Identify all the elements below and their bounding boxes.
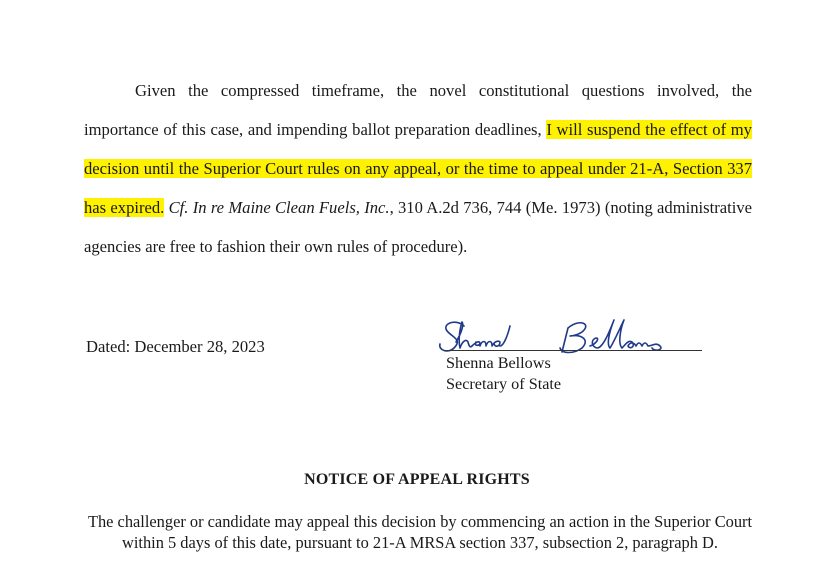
case-citation: Cf. In re Maine Clean Fuels, Inc. xyxy=(168,198,390,217)
decision-paragraph xyxy=(84,71,752,266)
notice-heading: NOTICE OF APPEAL RIGHTS xyxy=(304,471,530,488)
signer-title: Secretary of State xyxy=(446,375,562,393)
notice-body: The challenger or candidate may appeal this decision by commencing an action in the Superior Court within 5 days of this date, pursuant to 21-A MRSA section 337, subsection 2, paragraph D. xyxy=(87,512,753,552)
signer-name: Shenna Bellows xyxy=(446,354,551,372)
paragraph-text-tail: , 310 A.2d 736, 744 (Me. 1973) (noting administrative agencies are free to fashion their own rules of procedure). xyxy=(84,198,752,256)
highlighted-suspension-text: I will suspend the effect of my decision until the Superior Court rules on any appeal, or the time to appeal under 21-A, Section 337 has expired. xyxy=(84,120,752,217)
signature-line xyxy=(444,350,702,351)
paragraph-text-lead: Given the compressed timeframe, the novel constitutional questions involved, the importance of this case, and impending ballot preparation deadlines, xyxy=(84,81,752,139)
dated-line: Dated: December 28, 2023 xyxy=(86,337,265,356)
